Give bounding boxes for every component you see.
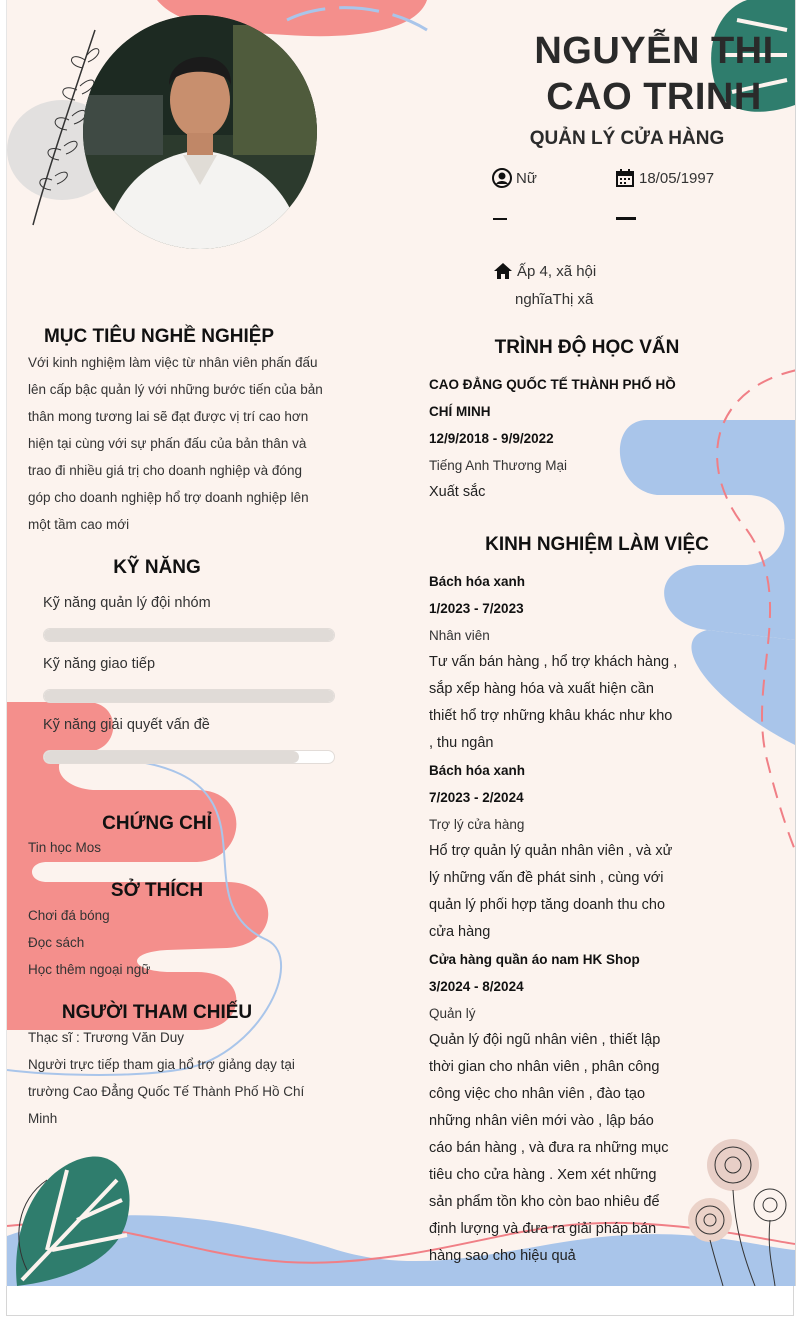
school-name: CAO ĐẲNG QUỐC TẾ THÀNH PHỐ HỒ <box>429 377 676 392</box>
divider <box>616 217 636 220</box>
gender-value: Nữ <box>516 169 537 187</box>
home-icon <box>493 262 513 280</box>
hobby-item: Chơi đá bóng <box>28 908 110 923</box>
education-major: Tiếng Anh Thương Mại <box>429 458 567 473</box>
divider <box>493 218 507 220</box>
job-title: QUẢN LÝ CỬA HÀNG <box>529 128 725 149</box>
references-title: NGƯỜI THAM CHIẾU <box>61 1002 253 1023</box>
job-desc-line: hàng sao cho hiệu quả <box>429 1248 576 1264</box>
skills-title: KỸ NĂNG <box>113 557 201 578</box>
job-desc-line: Quản lý đội ngũ nhân viên , thiết lập <box>429 1032 661 1048</box>
job-desc-line: sản phẩm tồn kho còn bao nhiêu để <box>429 1194 660 1210</box>
experience-title: KINH NGHIỆM LÀM VIỆC <box>485 534 709 555</box>
full-name <box>529 28 779 120</box>
job-desc-line: quản lý phối hợp tăng doanh thu cho <box>429 897 666 913</box>
skill-bar <box>43 689 335 703</box>
objective-line: lên cấp bậc quản lý với những bước tiến của bản <box>28 382 323 397</box>
job-desc-line: sắp xếp hàng hóa và xuất hiện cần <box>429 681 654 697</box>
objective-line: Với kinh nghiệm làm việc từ nhân viên phấn đấu <box>28 355 318 370</box>
job-desc-line: tiêu cho cửa hàng . Xem xét những <box>429 1167 657 1183</box>
skill-bar-fill <box>44 690 334 702</box>
objective-line: trao đi nhiều giá trị cho doanh nghiệp và đóng <box>28 463 302 478</box>
job-desc-line: công việc cho nhân viên , đào tạo <box>429 1086 646 1102</box>
job-period: 3/2024 - 8/2024 <box>429 979 524 994</box>
job-desc-line: thời gian cho nhân viên , phân công <box>429 1059 660 1075</box>
company-name: Bách hóa xanh <box>429 574 526 589</box>
birthdate-info <box>615 168 714 188</box>
objective-line: một tầm cao mới <box>28 517 130 532</box>
objective-text <box>28 349 335 538</box>
job-period: 1/2023 - 7/2023 <box>429 601 524 616</box>
hobbies-title: SỞ THÍCH <box>110 880 204 901</box>
hobby-item: Học thêm ngoại ngữ <box>28 962 151 977</box>
address-line-1: Ấp 4, xã hội <box>517 262 597 280</box>
reference-desc-line: trường Cao Đẳng Quốc Tế Thành Phố Hồ Chí <box>28 1084 305 1099</box>
job-desc-line: những nhân viên mới vào , lập báo <box>429 1113 654 1129</box>
address-line-2: nghĩaThị xã <box>515 291 594 308</box>
job-desc-line: , thu ngân <box>429 735 494 751</box>
experience-list <box>429 568 689 1270</box>
skill-bar-fill <box>44 751 299 763</box>
reference-desc-line: Minh <box>28 1111 58 1126</box>
job-period: 7/2023 - 2/2024 <box>429 790 524 805</box>
skill-label: Kỹ năng giao tiếp <box>43 656 156 672</box>
job-desc-line: Tư vấn bán hàng , hổ trợ khách hàng , <box>429 654 678 670</box>
objective-line: hiện tại cùng với sự phấn đấu của bản thân và <box>28 436 307 451</box>
school-name: CHÍ MINH <box>429 404 491 419</box>
address-info <box>493 262 596 280</box>
objective-line: thân mong tương lai sẽ đạt được vị trí cao hơn <box>28 409 309 424</box>
reference-desc-line: Người trực tiếp tham gia hổ trợ giảng dạy tại <box>28 1057 295 1072</box>
gender-info <box>492 168 537 188</box>
reference-desc <box>28 1051 335 1132</box>
company-name: Bách hóa xanh <box>429 763 526 778</box>
education-period: 12/9/2018 - 9/9/2022 <box>429 431 554 446</box>
hobby-item: Đọc sách <box>28 935 85 950</box>
calendar-icon <box>615 168 635 188</box>
job-role: Quản lý <box>429 1006 476 1021</box>
skill-bar <box>43 750 335 764</box>
skill-bar-fill <box>44 629 334 641</box>
resume-page <box>6 0 796 1286</box>
monstera-leaf-icon <box>7 1140 137 1286</box>
job-desc-line: thiết hổ trợ những khâu khác như kho <box>429 708 673 724</box>
avatar <box>83 15 317 249</box>
reference-name: Thạc sĩ : Trương Văn Duy <box>28 1030 184 1045</box>
hobbies-list <box>28 902 150 983</box>
objective-line: góp cho doanh nghiệp hổ trợ doanh nghiệp lên <box>28 490 309 505</box>
skill-label: Kỹ năng quản lý đội nhóm <box>43 595 211 611</box>
job-desc-line: định lượng và đưa ra giải pháp bán <box>429 1221 657 1237</box>
education-block <box>429 371 689 506</box>
page-frame-bottom <box>6 1286 794 1316</box>
user-circle-icon <box>492 168 512 188</box>
job-role: Nhân viên <box>429 628 490 643</box>
certificate-item: Tin học Mos <box>28 840 102 855</box>
education-title: TRÌNH ĐỘ HỌC VẤN <box>494 337 680 358</box>
job-desc-line: lý những vấn đề phát sinh , cùng với <box>429 870 664 886</box>
job-desc-line: Hổ trợ quản lý quản nhân viên , và xử <box>429 843 673 859</box>
name-line-1: NGUYỄN THI <box>534 30 774 72</box>
education-grade: Xuất sắc <box>429 484 486 500</box>
objective-title: MỤC TIÊU NGHỀ NGHIỆP <box>43 326 275 347</box>
job-role: Trợ lý cửa hàng <box>429 817 525 832</box>
skill-label: Kỹ năng giải quyết vấn đề <box>43 717 210 733</box>
job-desc-line: cáo bán hàng , và đưa ra những mục <box>429 1140 669 1156</box>
job-desc-line: cửa hàng <box>429 924 491 940</box>
certificates-title: CHỨNG CHỈ <box>102 813 212 834</box>
flower-sketch-icon <box>675 1120 795 1286</box>
name-line-2: CAO TRINH <box>546 76 762 118</box>
birthdate-value: 18/05/1997 <box>639 169 715 187</box>
company-name: Cửa hàng quần áo nam HK Shop <box>429 952 640 967</box>
skill-bar <box>43 628 335 642</box>
